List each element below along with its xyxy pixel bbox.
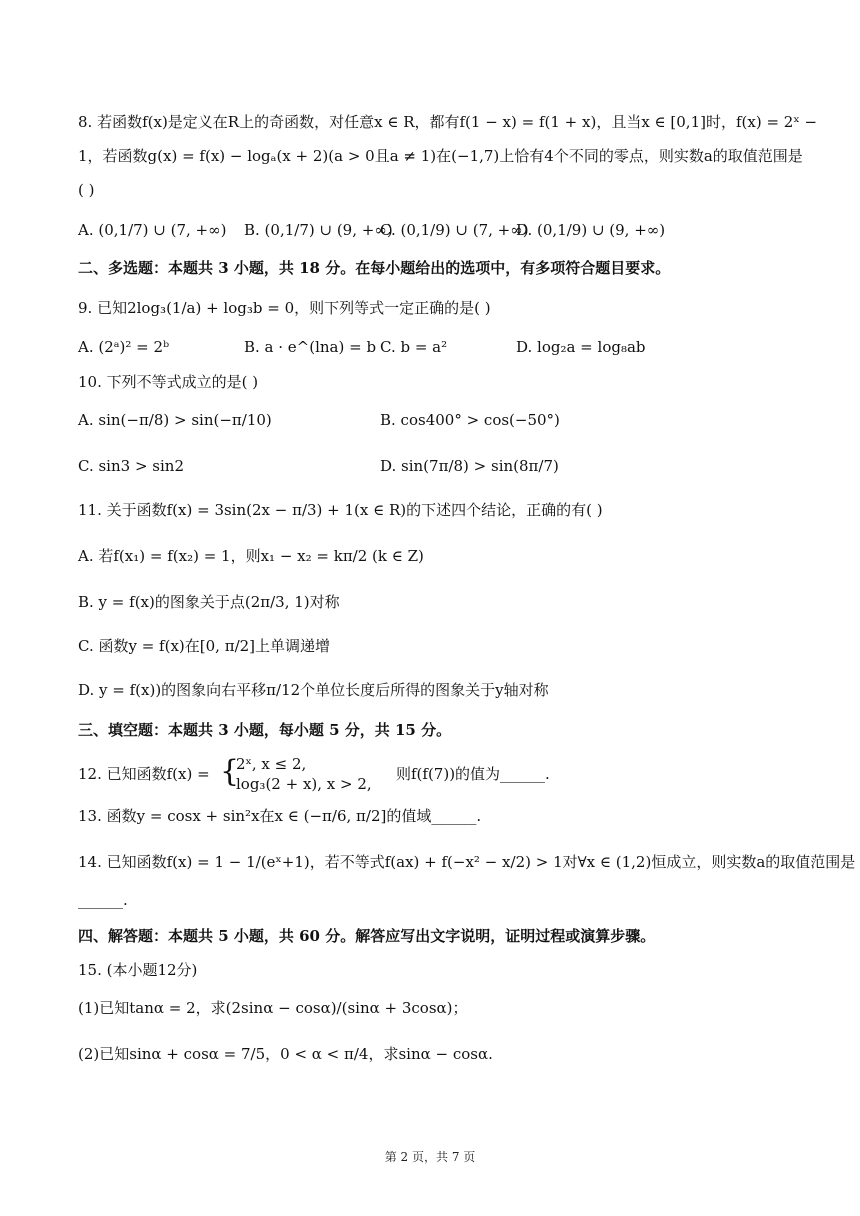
- page-footer: 第 2 页，共 7 页: [384, 1150, 476, 1164]
- q10-option-c: C. sin3 > sin2: [78, 457, 184, 475]
- q12-case2: log₃(2 + x), x > 2,: [236, 775, 372, 793]
- q11-stem: 11. 关于函数f(x) = 3sin(2x − π/3) + 1(x ∈ R)的下述四个结论，正确的有( ): [78, 501, 603, 519]
- q12-suffix: 则f(f(7))的值为______.: [396, 765, 550, 783]
- q8-line3: ( ): [78, 181, 95, 199]
- q8-option-d: D. (0,1/9) ∪ (9, +∞): [516, 221, 666, 239]
- q9-option-d: D. log₂a = log₈ab: [516, 338, 646, 356]
- section-3-heading: 三、填空题：本题共 3 小题，每小题 5 分，共 15 分。: [78, 721, 452, 739]
- q12-prefix: 12. 已知函数f(x) =: [78, 765, 210, 783]
- q14-line2: ______.: [78, 891, 128, 909]
- q11-option-c: C. 函数y = f(x)在[0, π/2]上单调递增: [78, 637, 331, 655]
- q13-line: 13. 函数y = cosx + sin²x在x ∈ (−π/6, π/2]的值域______.: [78, 807, 482, 825]
- q11-option-b: B. y = f(x)的图象关于点(2π/3, 1)对称: [78, 593, 340, 611]
- q15-part1: (1)已知tanα = 2，求(2sinα − cosα)/(sinα + 3cosα)；: [78, 999, 468, 1017]
- q8-option-a: A. (0,1/7) ∪ (7, +∞): [78, 221, 227, 239]
- q9-option-a: A. (2ᵃ)² = 2ᵇ: [78, 338, 170, 356]
- q8-option-b: B. (0,1/7) ∪ (9, +∞): [244, 221, 393, 239]
- q15-part2: (2)已知sinα + cosα = 7/5，0 < α < π/4，求sinα − cosα.: [78, 1045, 493, 1063]
- q10-stem: 10. 下列不等式成立的是( ): [78, 373, 259, 391]
- q15-title: 15. (本小题12分): [78, 961, 198, 979]
- q10-option-b: B. cos400° > cos(−50°): [380, 411, 560, 429]
- q14-line1: 14. 已知函数f(x) = 1 − 1/(eˣ+1)，若不等式f(ax) + f(−x² − x/2) > 1对∀x ∈ (1,2)恒成立，则实数a的取值范围是: [78, 853, 856, 871]
- q12-brace: {: [220, 754, 240, 789]
- q12-case1: 2ˣ, x ≤ 2,: [236, 755, 307, 773]
- section-2-heading: 二、多选题：本题共 3 小题，共 18 分。在每小题给出的选项中，有多项符合题目要求。: [78, 259, 671, 277]
- q10-option-d: D. sin(7π/8) > sin(8π/7): [380, 457, 559, 475]
- q10-option-a: A. sin(−π/8) > sin(−π/10): [78, 411, 272, 429]
- q9-option-b: B. a · e^(lna) = b: [244, 338, 377, 356]
- section-4-heading: 四、解答题：本题共 5 小题，共 60 分。解答应写出文字说明，证明过程或演算步骤。: [78, 927, 656, 945]
- q8-line2: 1，若函数g(x) = f(x) − logₐ(x + 2)(a > 0且a ≠ 1)在(−1,7)上恰有4个不同的零点，则实数a的取值范围是: [78, 147, 803, 165]
- q11-option-d: D. y = f(x))的图象向右平移π/12个单位长度后所得的图象关于y轴对称: [78, 681, 549, 699]
- q9-option-c: C. b = a²: [380, 338, 448, 356]
- q9-stem: 9. 已知2log₃(1/a) + log₃b = 0，则下列等式一定正确的是( ): [78, 299, 491, 317]
- q8-line1: 8. 若函数f(x)是定义在R上的奇函数，对任意x ∈ R，都有f(1 − x) = f(1 + x)，且当x ∈ [0,1]时，f(x) = 2ˣ −: [78, 113, 818, 131]
- q8-option-c: C. (0,1/9) ∪ (7, +∞): [380, 221, 529, 239]
- q11-option-a: A. 若f(x₁) = f(x₂) = 1，则x₁ − x₂ = kπ/2 (k ∈ Z): [78, 547, 424, 565]
